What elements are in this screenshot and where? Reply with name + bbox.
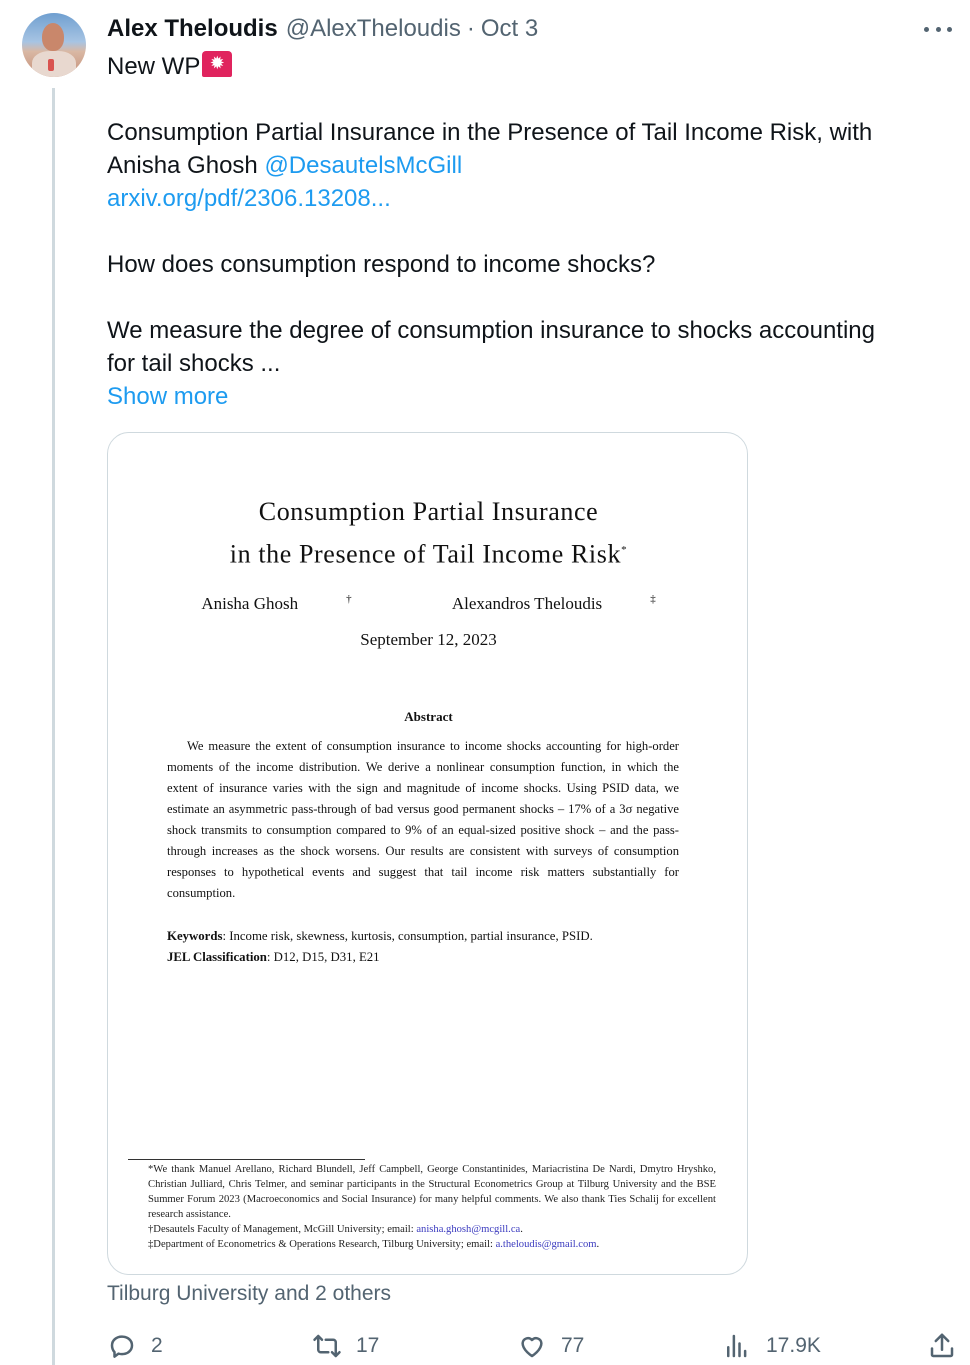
views-button[interactable] — [722, 1328, 821, 1364]
tweet-header — [107, 14, 538, 44]
keywords-line — [167, 926, 687, 947]
paper-title-line-2 — [108, 531, 748, 574]
abstract-text — [167, 736, 679, 904]
footnotes — [130, 1162, 716, 1252]
author-name: Alexandros Theloudis — [451, 593, 603, 613]
keywords-value: : Income risk, skewness, kurtosis, consumption, partial insurance, PSID. — [222, 929, 593, 943]
abstract-heading: Abstract — [404, 709, 453, 724]
tweet-line — [107, 182, 947, 215]
footnote-mark: † — [346, 593, 352, 605]
share-icon — [927, 1331, 957, 1361]
keywords-label: Keywords — [167, 929, 223, 943]
tweet-line: for tail shocks ... — [107, 350, 281, 377]
avatar[interactable] — [22, 13, 86, 77]
jel-value: : D12, D15, D31, E21 — [266, 950, 380, 964]
footnote-text: †Desautels Faculty of Management, McGill University; email: — [148, 1224, 417, 1235]
paper-title-line-1: Consumption Partial Insurance — [258, 497, 599, 526]
tweet-line-text: Anisha Ghosh — [107, 152, 265, 179]
paper-authors — [108, 593, 748, 614]
avatar-face — [42, 23, 64, 51]
tweet-blank-line — [107, 215, 947, 248]
retweet-button[interactable] — [312, 1328, 379, 1364]
tweet-line: How does consumption respond to income shocks? — [107, 251, 656, 278]
author-name: Anisha Ghosh — [201, 593, 299, 613]
footnote — [130, 1237, 716, 1252]
media-image-card[interactable] — [107, 432, 748, 1275]
tweet-blank-line — [107, 281, 947, 314]
tweet-text — [107, 50, 947, 413]
footnote-email: anisha.ghosh@mcgill.ca — [416, 1224, 521, 1235]
tweet-line — [107, 50, 947, 83]
rotating-light-icon — [202, 51, 232, 77]
more-dot-icon — [924, 27, 929, 32]
thread-line — [52, 88, 55, 1365]
retweet-icon — [312, 1331, 342, 1361]
action-bar — [107, 1328, 957, 1364]
paper-author — [428, 593, 680, 614]
footnote-end: . — [596, 1239, 600, 1250]
footnote-end: . — [520, 1224, 523, 1235]
reply-count: 2 — [151, 1334, 163, 1357]
paper-author — [177, 593, 375, 614]
avatar-shirt — [32, 51, 76, 77]
tweet-line-text: New WP — [107, 53, 201, 80]
header-separator: · — [466, 15, 475, 42]
paper-link[interactable]: arxiv.org/pdf/2306.13208... — [107, 185, 391, 212]
mention-link[interactable]: @DesautelsMcGill — [264, 152, 463, 179]
footnote-mark: * — [621, 544, 628, 556]
views-count: 17.9K — [766, 1334, 821, 1357]
footnote-mark: ‡ — [650, 593, 656, 605]
retweet-count: 17 — [356, 1334, 380, 1357]
tweet-line — [107, 380, 947, 413]
keywords-block — [167, 926, 687, 968]
like-button[interactable] — [517, 1328, 584, 1364]
show-more-link[interactable]: Show more — [107, 383, 229, 410]
heart-icon — [517, 1331, 547, 1361]
analytics-icon — [722, 1331, 752, 1361]
footnote-divider — [128, 1159, 365, 1160]
reply-button[interactable] — [107, 1328, 163, 1364]
tagged-users-link[interactable]: Tilburg University and 2 others — [107, 1282, 392, 1305]
author-display-name[interactable]: Alex Theloudis — [107, 15, 278, 42]
more-dot-icon — [947, 27, 952, 32]
footnote: *We thank Manuel Arellano, Richard Blundell, Jeff Campbell, George Constantinides, Mariacristina De Nardi, Dmytro Hryshko, Christian Julliard, Chris Telmer, and seminar participants in the Structural Econometrics Group at Tilburg University and the BSE Summer Forum 2023 (Macroeconomics and Social Insurance) for many helpful comments. We also thank Ties Schalij for excellent research assistance. — [148, 1164, 716, 1220]
author-handle[interactable]: @AlexTheloudis — [285, 15, 461, 42]
like-count: 77 — [561, 1334, 585, 1357]
reply-icon — [107, 1331, 137, 1361]
footnote — [130, 1222, 716, 1237]
tweet-blank-line — [107, 83, 947, 116]
tweet-line: Consumption Partial Insurance in the Presence of Tail Income Risk, with — [107, 119, 873, 146]
footnote-email: a.theloudis@gmail.com — [495, 1239, 597, 1250]
paper-date: September 12, 2023 — [360, 630, 497, 649]
footnote-text: ‡Department of Econometrics & Operations Research, Tilburg University; email: — [148, 1239, 496, 1250]
jel-label: JEL Classification — [167, 950, 267, 964]
tweet-line — [107, 149, 947, 182]
tweet-line: We measure the degree of consumption insurance to shocks accounting — [107, 317, 875, 344]
abstract-body: We measure the extent of consumption insurance to income shocks accounting for high-order moments of the income distribution. We derive a nonlinear consumption function, in which the extent of insurance varies with the sign and magnitude of income shocks. Using PSID data, we estimate an asymmetric pass-through of bad versus good permanent shocks – 17% of a 3σ negative shock transmits to consumption compared to 9% of an equal-sized positive shock – and the pass-through increases as the shock worsens. Our results are consistent with surveys of consumption responses to hypothetical events and suggest that tail income risk matters substantially for consumption. — [167, 739, 679, 900]
more-dot-icon — [936, 27, 941, 32]
jel-line — [167, 947, 687, 968]
tweet-date[interactable]: Oct 3 — [480, 15, 539, 42]
more-options-button[interactable] — [924, 18, 952, 40]
avatar-accent — [48, 59, 54, 71]
share-button[interactable] — [927, 1328, 957, 1364]
paper-title-text: in the Presence of Tail Income Risk — [229, 539, 622, 569]
